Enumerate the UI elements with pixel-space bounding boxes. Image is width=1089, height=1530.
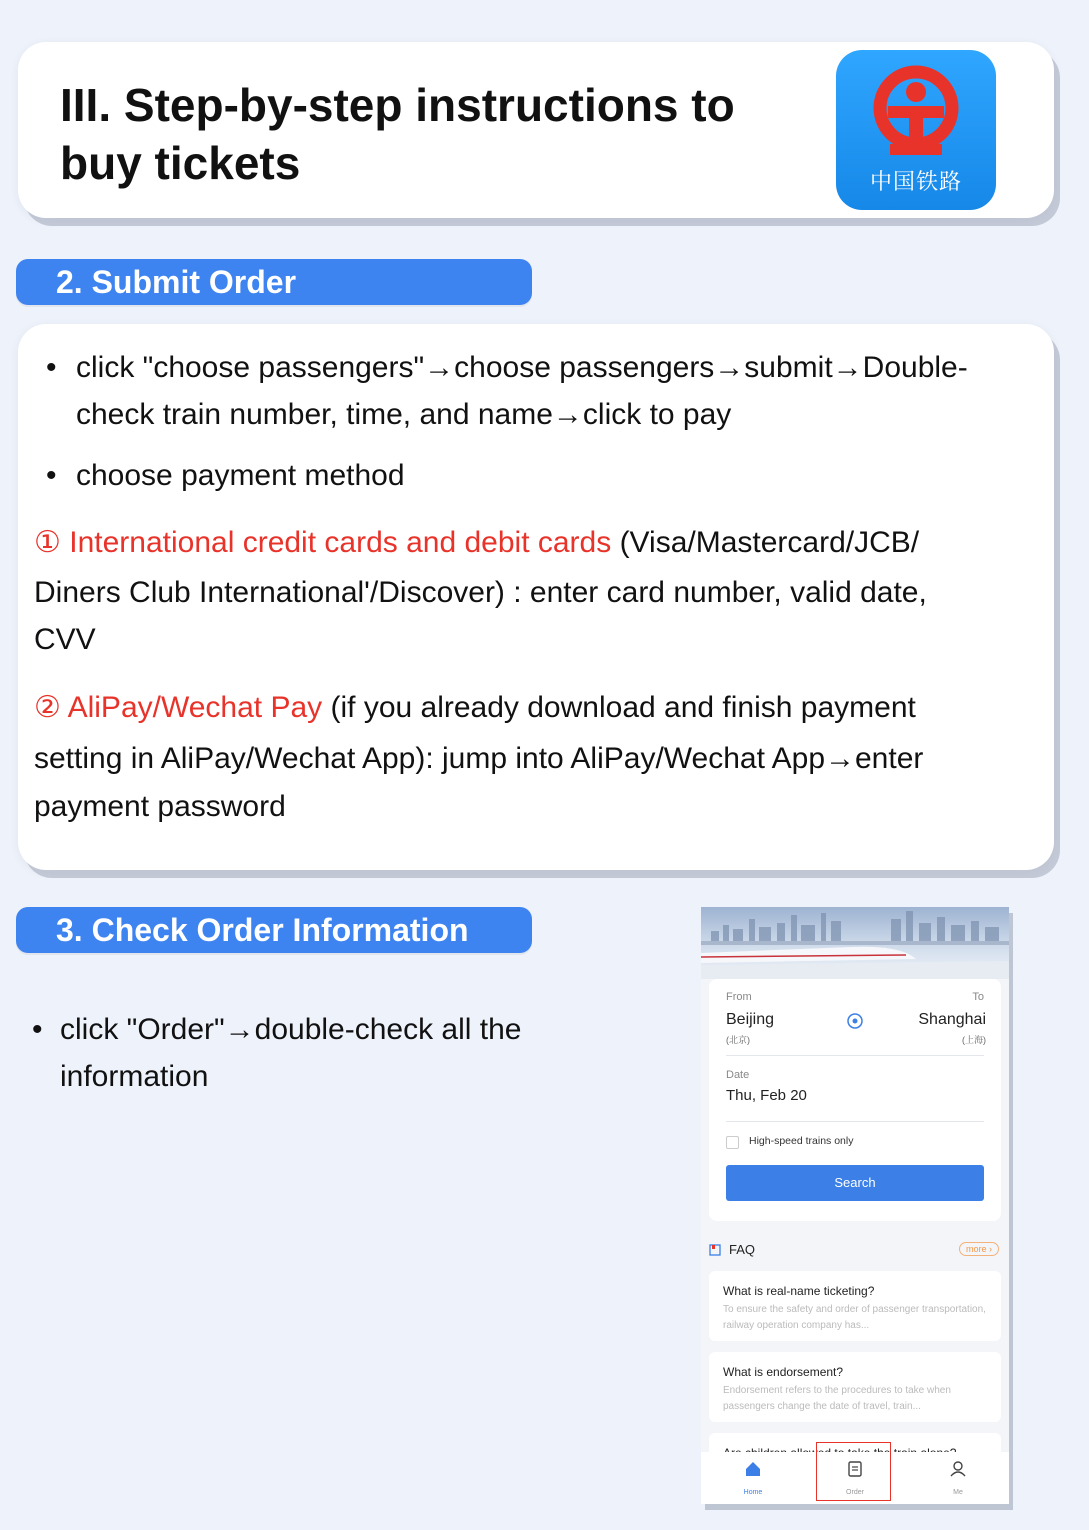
to-label: To [972,991,984,1003]
section-label: 2. Submit Order [56,264,297,300]
option-text: (Visa/Mastercard/JCB/ [611,526,920,559]
from-label: From [726,991,752,1003]
title-card [18,42,1054,218]
section-submit-order-heading [16,259,532,305]
bullet-line: check train number, time, and name→click to pay [76,398,732,431]
bullet-payment-method [32,452,405,499]
from-city[interactable]: Beijing [726,1011,775,1028]
search-button[interactable]: Search [726,1165,984,1201]
faq-item[interactable] [709,1271,1001,1341]
railway-logo-icon [866,64,966,168]
option-highlight: AliPay/Wechat Pay [67,691,323,724]
payment-option-alipay-wechat [34,683,1034,829]
from-city-cn: (北京) [726,1035,750,1045]
bullet-text: choose payment method [76,459,405,492]
skyline-train-icon [701,907,1009,979]
china-railway-app-logo [836,50,996,210]
submit-order-card [18,324,1054,870]
train-banner-image [701,907,1009,979]
tab-label: Home [743,1489,763,1496]
user-icon [949,1460,967,1478]
tab-me[interactable] [928,1458,988,1496]
bullet-line: • click "choose passengers"→choose passengers→submit→Double- [76,351,968,384]
to-city-cn: (上海) [962,1035,986,1045]
bullet-line: information [60,1060,209,1093]
order-tab-highlight [816,1442,891,1501]
section-check-order-heading [16,907,532,953]
payment-option-card [34,518,1034,662]
tab-home[interactable] [723,1458,783,1496]
bullet-line: • click "Order"→double-check all the [60,1013,522,1046]
date-value[interactable]: Thu, Feb 20 [726,1087,807,1104]
home-icon [744,1460,762,1478]
option-marker: ① [34,526,61,559]
divider [726,1055,984,1056]
app-screenshot [701,907,1009,1504]
to-city[interactable]: Shanghai [918,1011,986,1028]
tab-label: Me [953,1489,963,1496]
faq-heading: FAQ [729,1242,756,1257]
option-text: (if you already download and finish payment [322,691,916,724]
highspeed-label: High-speed trains only [749,1135,854,1147]
bullet-check-order [30,1006,660,1100]
faq-item[interactable] [709,1352,1001,1422]
option-text: Diners Club International'/Discover) : enter card number, valid date, [34,576,927,609]
swap-stations-icon[interactable] [846,1012,864,1030]
tab-label: Order [846,1489,864,1496]
faq-answer: Endorsement refers to the procedures to take when passengers change the date of travel, train... [723,1385,951,1412]
faq-question: What is real-name ticketing? [723,1284,875,1298]
option-highlight: International credit cards and debit cards [69,526,612,559]
divider [726,1121,984,1122]
bullet-choose-passengers [32,344,1056,438]
faq-answer: To ensure the safety and order of passenger transportation, railway operation company has... [723,1304,986,1331]
faq-question: What is endorsement? [723,1365,844,1379]
date-label: Date [726,1069,750,1081]
highspeed-checkbox[interactable] [726,1136,739,1149]
option-text: setting in AliPay/Wechat App): jump into AliPay/Wechat App→enter [34,742,924,775]
section-label: 3. Check Order Information [56,912,469,948]
page-title: III. Step-by-step instructions to buy tickets [60,79,735,189]
option-marker: ② [34,691,61,724]
option-text: payment password [34,790,286,823]
search-form [709,979,1001,1221]
faq-more-link[interactable]: more › [959,1242,999,1256]
faq-icon [709,1243,721,1255]
option-text: CVV [34,623,96,656]
app-logo-label: 中国铁路 [869,169,962,194]
